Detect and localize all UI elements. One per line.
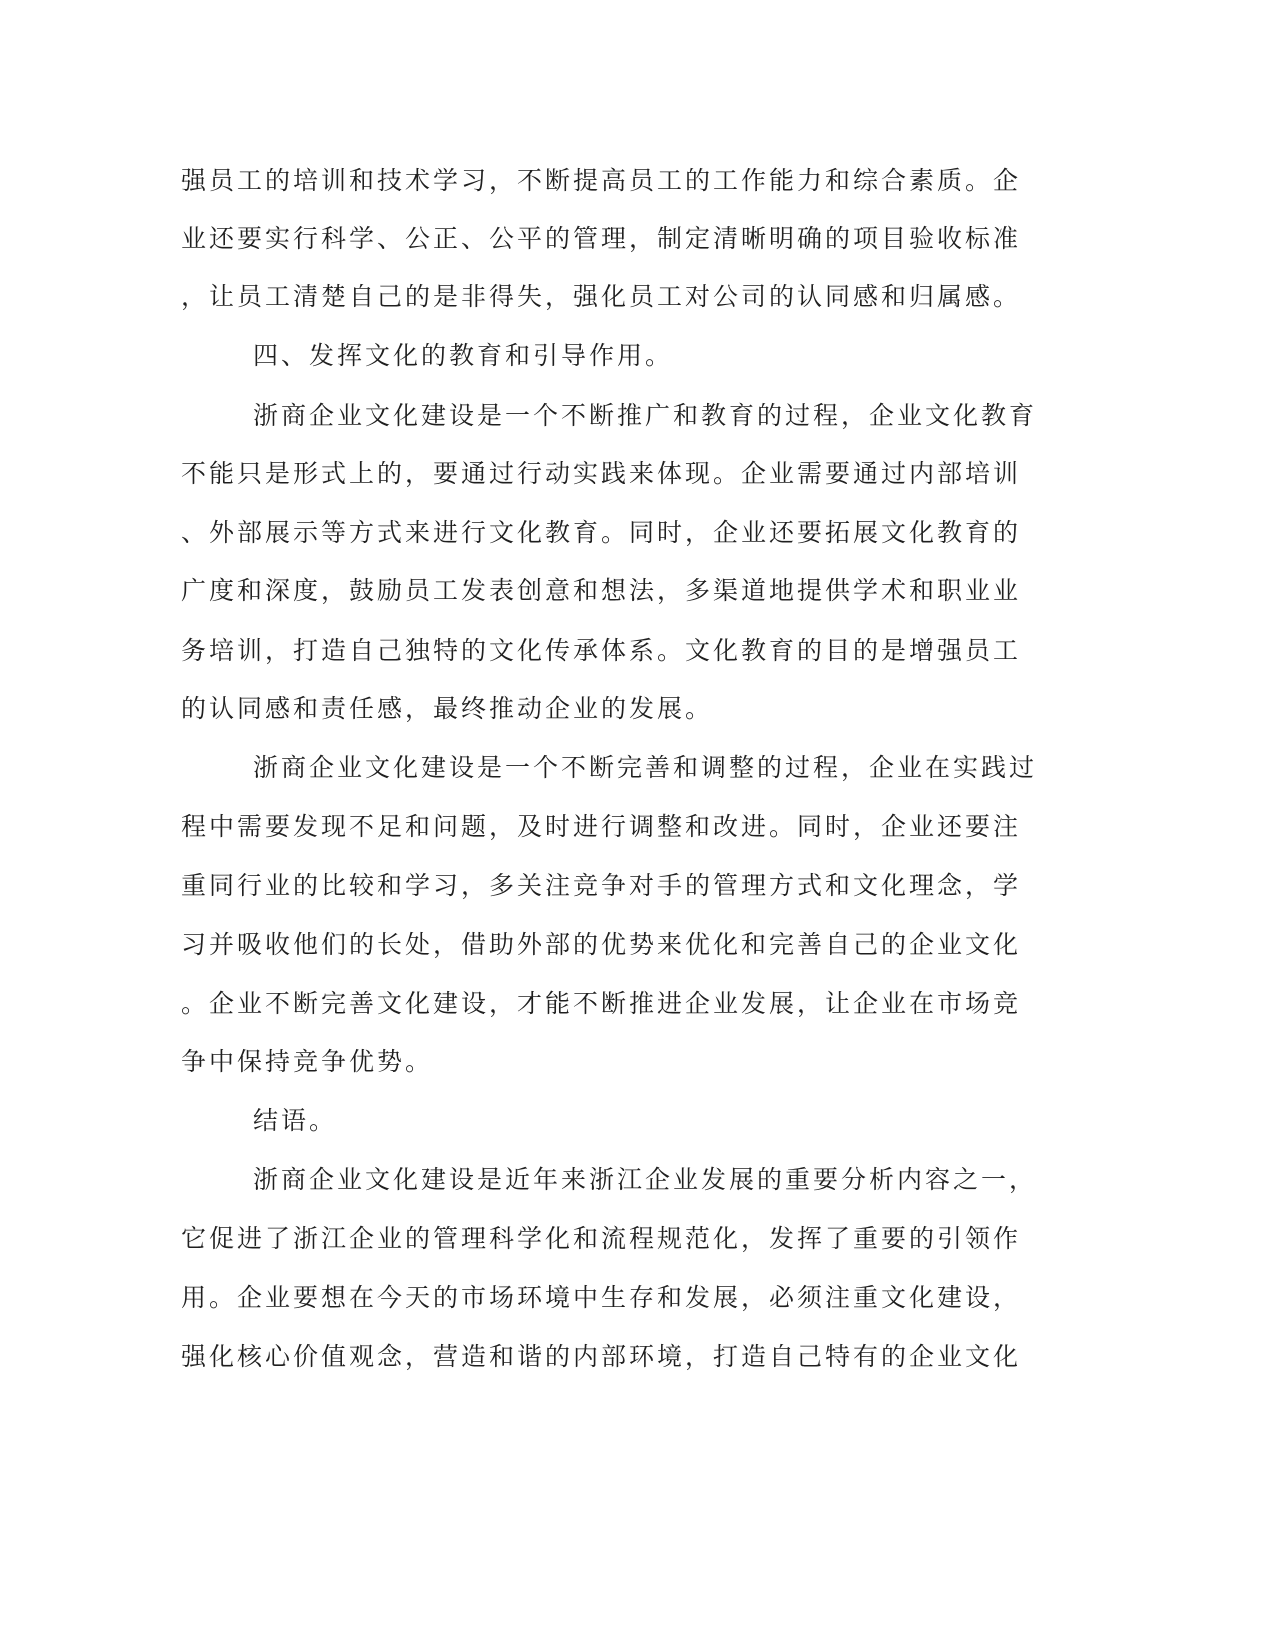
body-text-line: 浙商企业文化建设是近年来浙江企业发展的重要分析内容之一， [253,1165,1038,1194]
section-heading: 结语。 [253,1106,338,1135]
body-text-line: 不能只是形式上的，要通过行动实践来体现。企业需要通过内部培训 [181,459,1022,488]
body-text-line: ，让员工清楚自己的是非得失，强化员工对公司的认同感和归属感。 [181,282,1022,311]
body-text-line: 。企业不断完善文化建设，才能不断推进企业发展，让企业在市场竞 [181,989,1022,1018]
body-text-line: 习并吸收他们的长处，借助外部的优势来优化和完善自己的企业文化 [181,930,1022,959]
body-text-line: 程中需要发现不足和问题，及时进行调整和改进。同时，企业还要注 [181,812,1022,841]
body-text-line: 、外部展示等方式来进行文化教育。同时，企业还要拓展文化教育的 [181,518,1022,547]
body-text-line: 浙商企业文化建设是一个不断完善和调整的过程，企业在实践过 [253,753,1038,782]
body-text-line: 务培训，打造自己独特的文化传承体系。文化教育的目的是增强员工 [181,636,1022,665]
body-text-line: 广度和深度，鼓励员工发表创意和想法，多渠道地提供学术和职业业 [181,576,1022,605]
body-text-line: 浙商企业文化建设是一个不断推广和教育的过程，企业文化教育 [253,401,1038,430]
body-text-line: 它促进了浙江企业的管理科学化和流程规范化，发挥了重要的引领作 [181,1224,1022,1253]
body-text-line: 重同行业的比较和学习，多关注竞争对手的管理方式和文化理念，学 [181,871,1022,900]
section-heading: 四、发挥文化的教育和引导作用。 [253,341,674,370]
body-text-line: 强员工的培训和技术学习，不断提高员工的工作能力和综合素质。企 [181,166,1022,195]
body-text-line: 业还要实行科学、公正、公平的管理，制定清晰明确的项目验收标准 [181,224,1022,253]
body-text-line: 争中保持竞争优势。 [181,1047,434,1076]
body-text-line: 的认同感和责任感，最终推动企业的发展。 [181,694,714,723]
body-text-line: 强化核心价值观念，营造和谐的内部环境，打造自己特有的企业文化 [181,1342,1022,1371]
body-text-line: 用。企业要想在今天的市场环境中生存和发展，必须注重文化建设， [181,1283,1022,1312]
